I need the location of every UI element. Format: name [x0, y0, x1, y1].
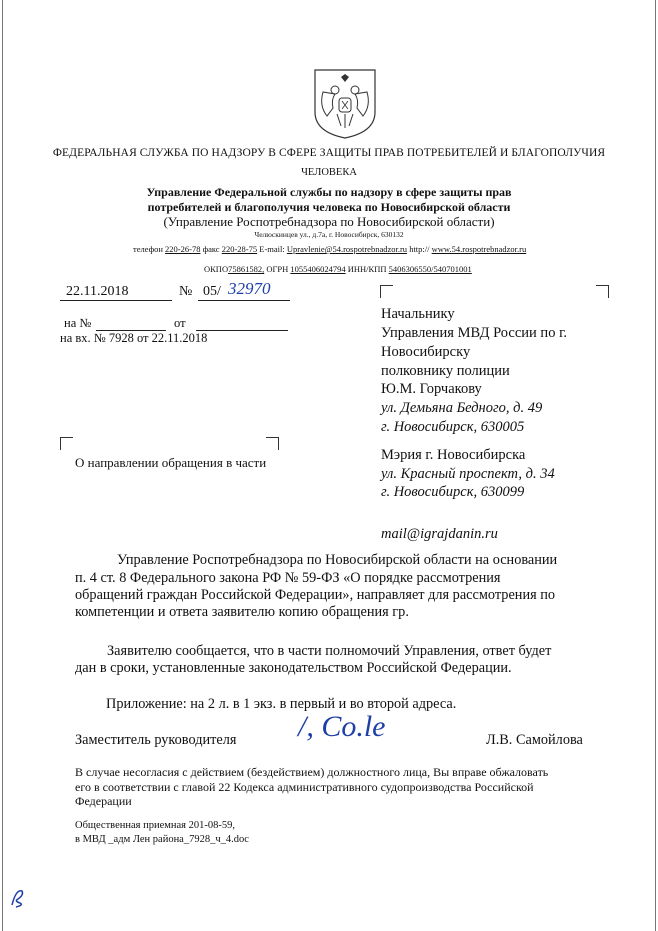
- recipient1-line5: Ю.М. Горчакову: [381, 381, 482, 397]
- okpo-value: 75861582,: [228, 264, 265, 274]
- body-p1-line1: Управление Роспотребнадзора по Новосибирской области на основании: [117, 552, 558, 568]
- footer-block: [75, 819, 249, 847]
- recipient2-city: г. Новосибирск, 630099: [381, 484, 525, 500]
- recipient-corner-left: [380, 285, 393, 298]
- reg-number-handwritten: 32970: [228, 279, 271, 298]
- fax-number: 220-28-75: [221, 244, 258, 254]
- fax-label: факс: [202, 244, 220, 254]
- reg-date-underline: [60, 300, 172, 301]
- dept-name-line2: потребителей и благополучия человека по Новосибирской области: [147, 200, 511, 214]
- inn-value: 5406306550/540701001: [388, 264, 472, 274]
- incoming-ref: на вх. № 7928 от 22.11.2018: [60, 331, 208, 345]
- ogrn-label: ОГРН: [266, 264, 289, 274]
- appeal-notice: [75, 765, 610, 809]
- ogrn-value: 1055406024794: [290, 264, 346, 274]
- okpo-label: ОКПО: [204, 264, 229, 274]
- recipient2-street: ул. Красный проспект, д. 34: [381, 466, 555, 482]
- attachment-line: Приложение: на 2 л. в 1 экз. в первый и во второй адреса.: [106, 696, 457, 712]
- signer-position: Заместитель руководителя: [75, 732, 237, 748]
- subject-corner-right: [266, 437, 279, 450]
- recipient1-city: г. Новосибирск, 630005: [381, 419, 525, 435]
- body-p2-line2: дан в сроки, установленные законодательством Российской Федерации.: [75, 660, 512, 676]
- inn-label: ИНН/КПП: [347, 264, 387, 274]
- footer-reception: Общественная приемная 201-08-59,: [75, 820, 235, 831]
- reg-number-underline: [198, 300, 290, 301]
- web-label: http://: [409, 244, 430, 254]
- recipient1-line2: Управления МВД России по г.: [381, 325, 568, 341]
- dept-short-name: (Управление Роспотребнадзора по Новосибирской области): [163, 214, 495, 229]
- recipient2-line1: Мэрия г. Новосибирска: [381, 447, 526, 463]
- agency-name: ФЕДЕРАЛЬНАЯ СЛУЖБА ПО НАДЗОРУ В СФЕРЕ ЗАЩИТЫ ПРАВ ПОТРЕБИТЕЛЕЙ И БЛАГОПОЛУЧИЯ: [52, 147, 606, 159]
- phone-label: телефон: [133, 244, 163, 254]
- reg-number-prefix: 05/: [203, 284, 221, 299]
- appeal-notice-line3: Федерации: [75, 794, 132, 808]
- coat-of-arms-emblem: [313, 68, 377, 140]
- recipient-email[interactable]: mail@igrajdanin.ru: [381, 526, 498, 542]
- ref-number-label: на №: [64, 316, 92, 330]
- handwritten-signature: /, Co.le: [298, 710, 386, 743]
- reg-number-label: №: [179, 284, 193, 299]
- body-p1-line2: п. 4 ст. 8 Федерального закона РФ № 59-ФЗ «О порядке рассмотрения: [75, 570, 501, 586]
- signer-name: Л.В. Самойлова: [486, 732, 583, 748]
- phone-number: 220-26-78: [165, 244, 201, 254]
- footer-filename: в МВД _адм Лен района_7928_ч_4.doc: [75, 834, 249, 845]
- email-link[interactable]: Upravlenie@54.rospotrebnadzor.ru: [286, 244, 408, 254]
- appeal-notice-line2: его в соответствии с главой 22 Кодекса административного судопроизводства Российской: [75, 779, 534, 794]
- ref-date-label: от: [174, 316, 186, 330]
- appeal-notice-line1: В случае несогласия с действием (бездействием) должностного лица, Вы вправе обжаловать: [75, 765, 549, 779]
- recipient-corner-right: [596, 285, 609, 298]
- codes-line: [204, 264, 472, 274]
- ref-date-underline: [196, 330, 288, 331]
- body-p1-line3: обращений граждан Российской Федерации», направляет для рассмотрения по: [75, 587, 556, 603]
- recipient1-line3: Новосибирску: [381, 344, 471, 360]
- handwritten-mark-icon: [8, 885, 28, 909]
- contacts-line: [133, 244, 526, 254]
- recipient1-line1: Начальнику: [381, 306, 455, 322]
- body-p2-line1: Заявителю сообщается, что в части полномочий Управления, ответ будет: [107, 643, 552, 659]
- subject-corner-left: [60, 437, 73, 450]
- email-label: E-mail:: [259, 244, 285, 254]
- agency-name-cont: ЧЕЛОВЕКА: [301, 167, 357, 178]
- dept-name-line1: Управление Федеральной службы по надзору в сфере защиты прав: [146, 185, 512, 199]
- dept-address: Челюскинцев ул., д.7а, г. Новосибирск, 630132: [254, 230, 404, 239]
- recipient1-street: ул. Демьяна Бедного, д. 49: [381, 400, 543, 416]
- page-left-edge: [2, 0, 3, 931]
- body-p1-line4: компетенции и ответа заявителю копию обращения гр.: [75, 604, 409, 620]
- page-right-edge: [655, 0, 656, 931]
- recipient1-line4: полковнику полиции: [381, 363, 510, 379]
- reg-date: 22.11.2018: [66, 284, 129, 299]
- web-link[interactable]: www.54.rospotrebnadzor.ru: [431, 244, 527, 254]
- subject-line: О направлении обращения в части: [75, 455, 267, 470]
